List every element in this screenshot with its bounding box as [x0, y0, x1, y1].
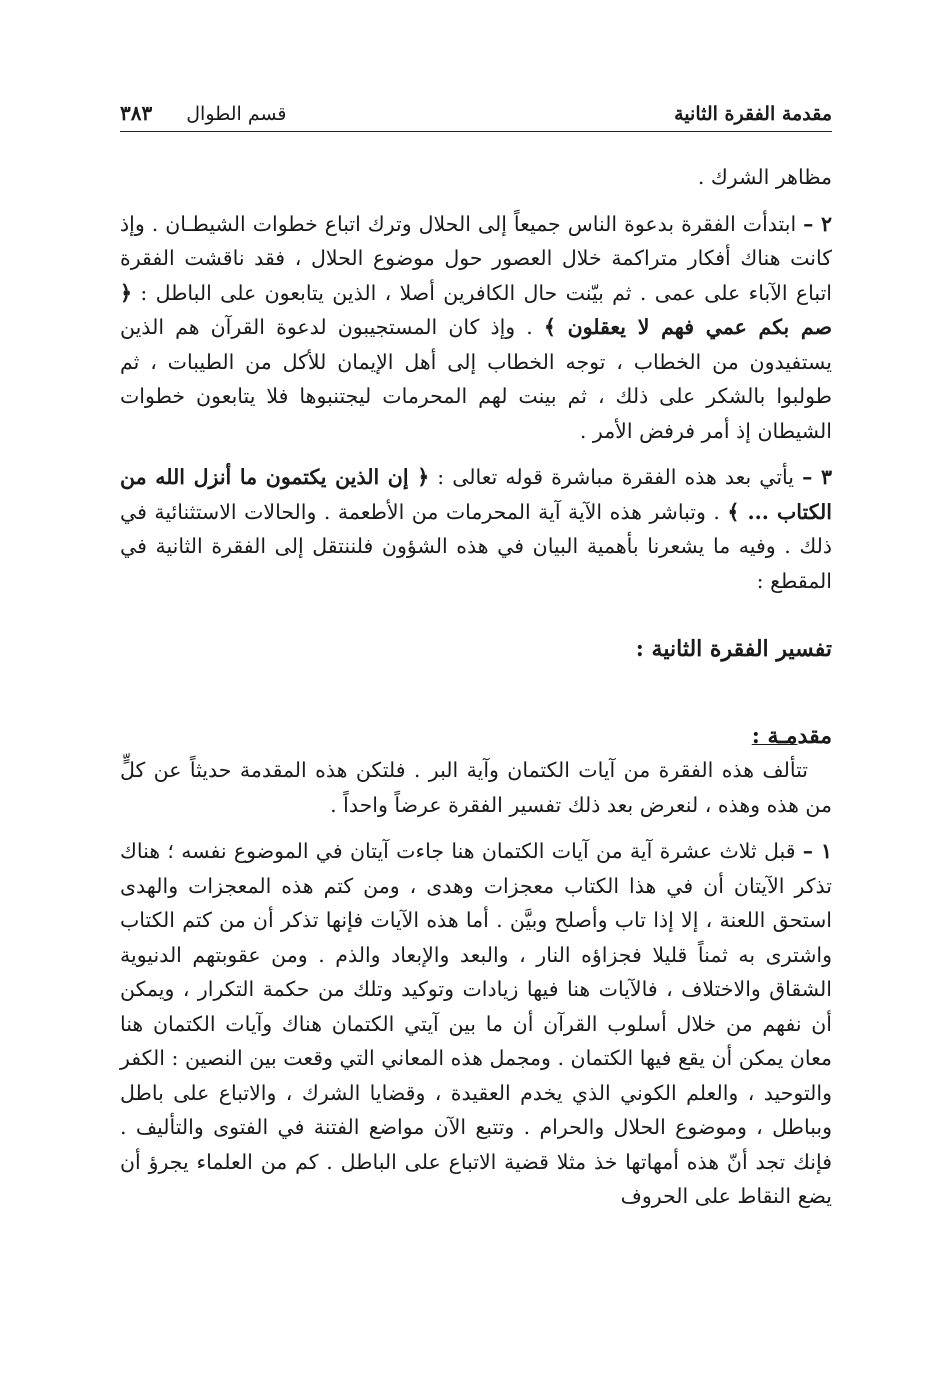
- paragraph-intro: تتألف هذه الفقرة من آيات الكتمان وآية البر . فلتكن هذه المقدمة حديثاً عن كلٍّ من هذه وهذه ، لنعرض بعد ذلك تفسير الفقرة عرضاً واحداً .: [120, 758, 832, 817]
- header-left-group: [120, 101, 287, 125]
- point-number: ٣ –: [802, 465, 832, 489]
- heading-introduction: [120, 719, 832, 754]
- paragraph-text: . وإذ كان المستجيبون لدعوة القرآن هم الذين يستفيدون من الخطاب ، توجه الخطاب إلى أهل الإيمان للأكل من الطيبات ، ثم طولبوا بالشكر على ذلك ، ثم بينت لهم المحرمات ليجتنبوها فلا يتابعون خطوات الشيطان إذ أمر فرفض الأمر .: [120, 315, 832, 443]
- paragraph-point-3: [120, 460, 832, 598]
- paragraph-text: ابتدأت الفقرة بدعوة الناس جميعاً إلى الحلال وترك اتباع خطوات الشيطـان . وإذ كانت هناك أفكار متراكمة خلال العصور حول موضوع الحلال ، فقد ناقشت الفقرة اتباع الآباء على عمى . ثم بيّنت حال الكافرين أصلا ، الذين يتابعون على الباطل :: [120, 211, 832, 305]
- paragraph-text: قبل ثلاث عشرة آية من آيات الكتمان هنا جاءت آيتان في الموضوع نفسه ؛ هناك تذكر الآيتان أن في هذا الكتاب معجزات وهدى ، ومن كتم هذه المعجزات والهدى استحق اللعنة ، إلا إذا تاب وأصلح وبيَّن . أما هذه الآيات فإنها تذكر أن من كتم الكتاب واشترى به ثمناً قليلا فجزاؤه النار ، والبعد والإبعاد والذم . ومن عقوبتهم الدنيوية الشقاق والاختلاف ، فالآيات هنا فيها زيادات وتوكيد وتلك من حكمة التكرار ، ويمكن أن نفهم من خلال أسلوب القرآن أن ما بين آيتي الكتمان هناك وآيات الكتمان هنا معان يمكن أن يقع فيها الكتمان . ومجمل هذه المعاني التي وقعت بين النصين : الكفر والتوحيد ، والعلم الكوني الذي يخدم العقيدة ، وقضايا الشرك ، والاتباع على باطل وبباطل ، وموضوع الحلال والحرام . وتتبع الآن مواضع الفتنة في الفتوى والتأليف . فإنك تجد أنّ هذه أمهاتها خذ مثلا قضية الاتباع على الباطل . كم من العلماء يجرؤ أن يضع النقاط على الحروف: [120, 839, 832, 1208]
- part-title: قسم الطوال: [186, 103, 287, 125]
- quran-quote: ﴿ صم بكم عمي فهم لا يعقلون ﴾: [120, 280, 832, 339]
- paragraph-text: . وتباشر هذه الآية آية المحرمات من الأطعمة . والحالات الاستثنائية في ذلك . وفيه ما يشعرنا بأهمية البيان في هذه الشؤون فلننتقل إلى الفقرة الثانية في المقطع :: [120, 499, 832, 593]
- point-number: ١ –: [802, 839, 832, 863]
- page-number: ٣٨٣: [120, 101, 153, 125]
- heading-text-underlined: مـة :: [751, 722, 798, 749]
- section-title: مقدمة الفقرة الثانية: [674, 103, 832, 125]
- paragraph-continuation: مظاهر الشرك .: [697, 165, 832, 189]
- paragraph-point-1: [120, 834, 832, 1214]
- point-number: ٢ –: [803, 211, 832, 236]
- page-body: [120, 160, 832, 1214]
- heading-text: مقد: [797, 722, 832, 749]
- heading-tafsir: تفسير الفقرة الثانية :: [635, 636, 832, 662]
- running-header: [120, 92, 832, 132]
- paragraph-text: يأتي بعد هذه الفقرة مباشرة قوله تعالى :: [437, 465, 795, 489]
- paragraph-point-2: [120, 207, 832, 449]
- quran-quote: ﴿ إن الذين يكتمون ما أنزل الله من الكتاب ... ﴾: [120, 465, 832, 524]
